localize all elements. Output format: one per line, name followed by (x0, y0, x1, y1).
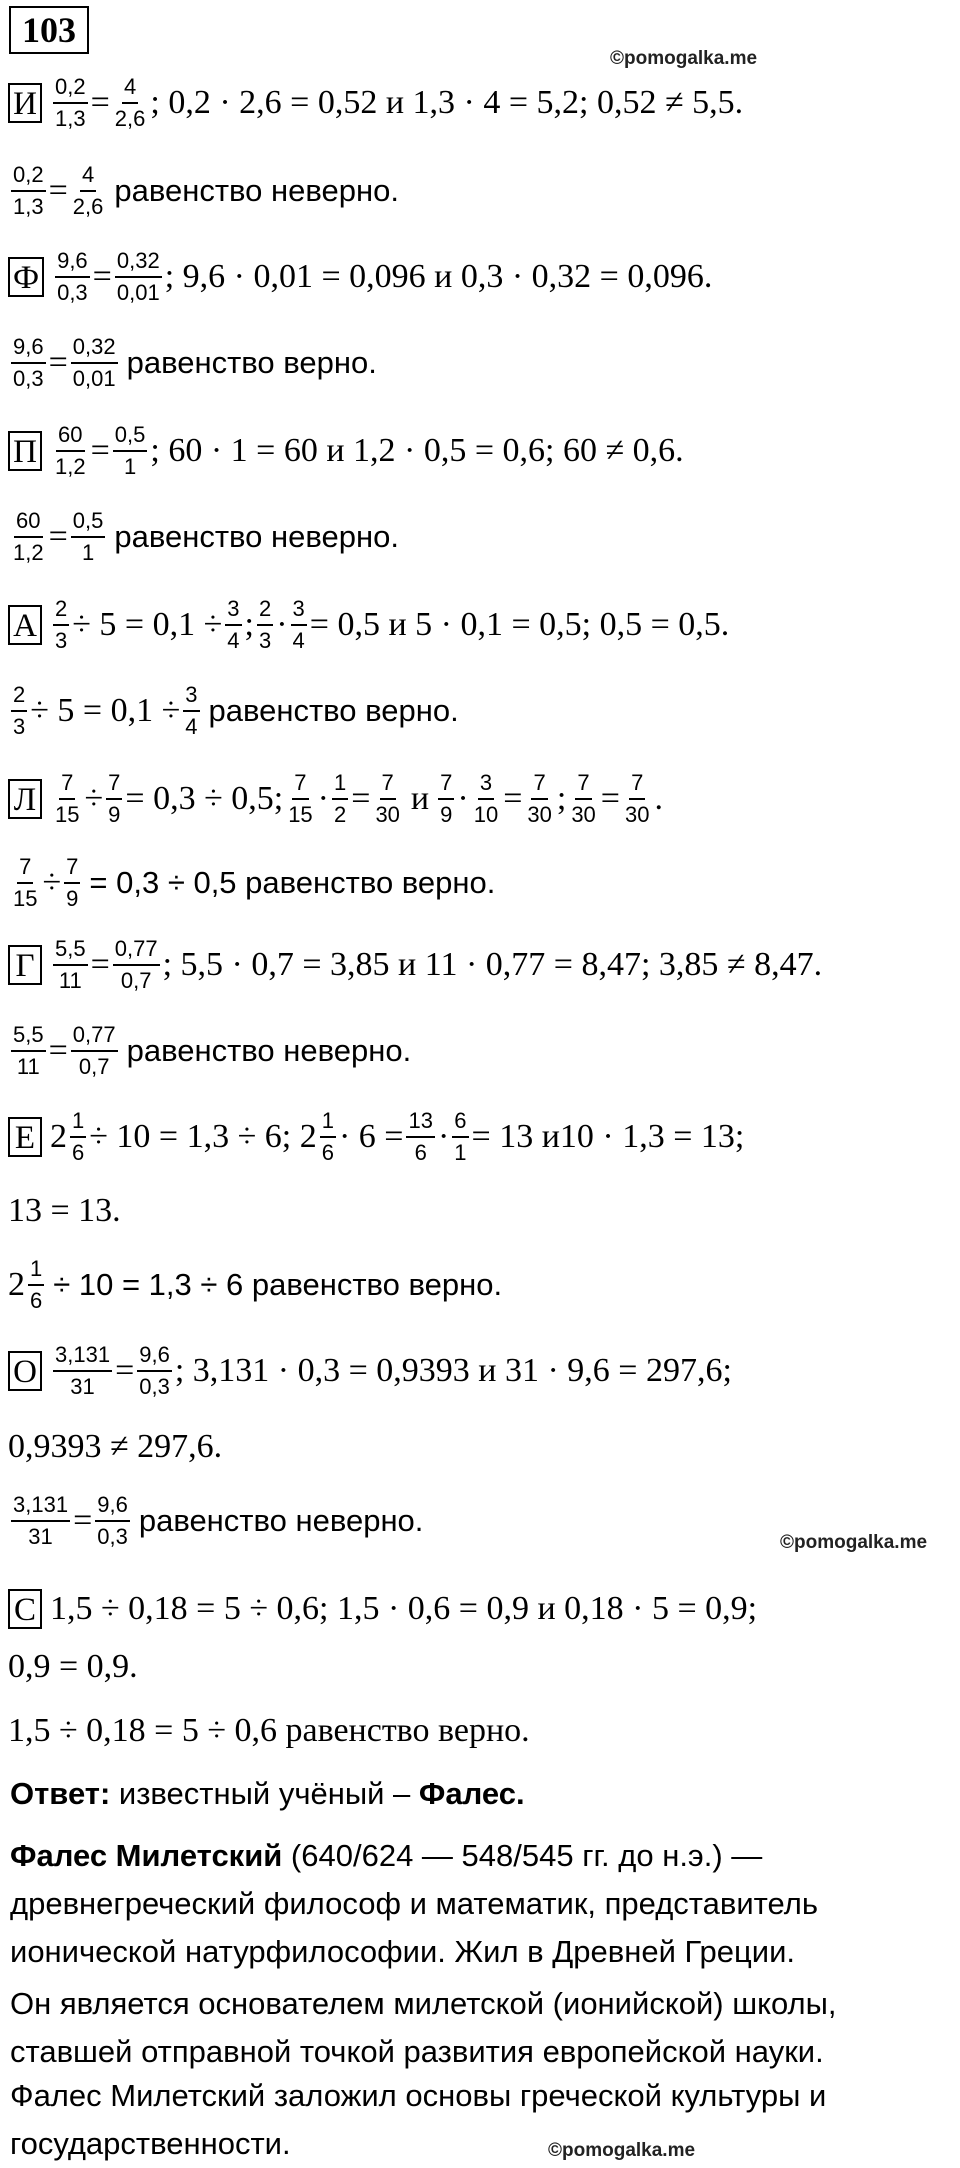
row-g-line2: $\frac{5,5}{11}$ = $\frac{0,77}{0,7}$ равенство неверно. (13, 1021, 412, 1079)
verdict: равенство верно. (126, 345, 377, 380)
verdict: = 0,3 ÷ 0,5 равенство верно. (89, 865, 496, 900)
row-a-line2: $\frac{2}{3}$ ÷ 5 = 0,1 ÷ $\frac{3}{4}$ равенство верно. (13, 681, 459, 739)
letter-box: Е (8, 1117, 42, 1157)
row-e-line1b: 13 = 13. (8, 1192, 121, 1229)
row-i-line1: И $\frac{0,2}{1,3}$ = $\frac{4}{2,6}$ ; 0,2 · 2,6 = 0,52 и 1,3 · 4 = 5,2; 0,52 ≠ 5,5. (8, 68, 743, 138)
fraction: $\frac{0,2}{1,3}$ (55, 73, 86, 131)
row-s-line2: 1,5 ÷ 0,18 = 5 ÷ 0,6 равенство верно. (8, 1712, 530, 1749)
bio-paragraph-1: Фалес Милетский (640/624 — 548/545 гг. до н.э.) — древнегреческий философ и математик, представитель ионической натурфилософии. Жил в Древней Греции. (10, 1838, 818, 1969)
row-p-line1: П $\frac{60}{1,2}$ = $\frac{0,5}{1}$ ; 60 · 1 = 60 и 1,2 · 0,5 = 0,6; 60 ≠ 0,6. (8, 416, 684, 486)
row-a-line1: А $\frac{2}{3}$ ÷ 5 = 0,1 ÷ $\frac{3}{4}$ ; $\frac{2}{3}$ · $\frac{3}{4}$ = 0,5 и 5 · 0,1 = 0,5; 0,5 = 0,5. (8, 590, 729, 660)
row-e-line1: Е 2 $\frac{1}{6}$ ÷ 10 = 1,3 ÷ 6; 2 $\frac{1}{6}$ · 6 = $\frac{13}{6}$ · $\frac{6}{1}$ = 13 и10 · 1,3 = 13; (8, 1102, 744, 1172)
letter-box: О (8, 1351, 42, 1391)
verdict: равенство неверно. (114, 173, 399, 208)
bio-paragraph-3: Фалес Милетский заложил основы греческой культуры и государственности. (10, 2078, 827, 2161)
problem-number: 103 (9, 6, 89, 54)
row-o-line1: О $\frac{3,131}{31}$ = $\frac{9,6}{0,3}$ ; 3,131 · 0,3 = 0,9393 и 31 · 9,6 = 297,6; (8, 1336, 732, 1406)
row-p-line2: $\frac{60}{1,2}$ = $\frac{0,5}{1}$ равенство неверно. (13, 507, 399, 565)
fraction: $\frac{4}{2,6}$ (114, 73, 146, 131)
row-f-line2: $\frac{9,6}{0,3}$ = $\frac{0,32}{0,01}$ равенство верно. (13, 333, 377, 391)
verdict: равенство верно. (208, 693, 459, 728)
row-s-line1b: 0,9 = 0,9. (8, 1648, 138, 1685)
letter-box: С (8, 1589, 42, 1629)
answer-name: Фалес. (418, 1776, 525, 1811)
verdict: равенство неверно. (114, 519, 399, 554)
row-g-line1: Г $\frac{5,5}{11}$ = $\frac{0,77}{0,7}$ ; 5,5 · 0,7 = 3,85 и 11 · 0,77 = 8,47; 3,85 ≠ 8,47. (8, 930, 822, 1000)
letter-box: П (8, 431, 42, 471)
row-l-line1: Л $\frac{7}{15}$ ÷ $\frac{7}{9}$ = 0,3 ÷ 0,5; $\frac{7}{15}$ · $\frac{1}{2}$ = $\frac{7}{30}$ и $\frac{7}{9}$ · $\frac{3}{10}$ = $\frac{7}{30}$ ; $\frac{7}{30}$ = $\frac{7}{30}$ . (8, 764, 663, 834)
watermark: ©pomogalka.me (780, 1532, 928, 1553)
row-s-line1: С 1,5 ÷ 0,18 = 5 ÷ 0,6; 1,5 · 0,6 = 0,9 и 0,18 · 5 = 0,9; (8, 1574, 757, 1644)
verdict: ÷ 10 = 1,3 ÷ 6 равенство верно. (53, 1267, 503, 1302)
row-o-line2: $\frac{3,131}{31}$ = $\frac{9,6}{0,3}$ равенство неверно. (13, 1491, 424, 1549)
letter-box: Л (8, 779, 42, 819)
letter-box: А (8, 605, 42, 645)
watermark: ©pomogalka.me (548, 2140, 696, 2161)
row-l-line2: $\frac{7}{15}$ ÷ $\frac{7}{9}$ = 0,3 ÷ 0,5 равенство верно. (13, 853, 496, 911)
verdict: равенство неверно. (126, 1033, 412, 1068)
bio-paragraph-2: Он является основателем милетской (ионийской) школы, ставшей отправной точкой развития европейской науки. (10, 1986, 837, 2069)
letter-box: И (8, 83, 42, 123)
answer: Ответ: известный учёный – Фалес. (10, 1776, 525, 1811)
letter-box: Ф (8, 257, 44, 297)
row-i-line2: $\frac{0,2}{1,3}$ = $\frac{4}{2,6}$ равенство неверно. (13, 161, 399, 219)
answer-label: Ответ: (10, 1776, 111, 1811)
watermark: ©pomogalka.me (610, 48, 758, 69)
row-e-line2: 2 $\frac{1}{6}$ ÷ 10 = 1,3 ÷ 6 равенство верно. (8, 1255, 503, 1313)
verdict: равенство неверно. (138, 1503, 424, 1538)
row-o-line1b: 0,9393 ≠ 297,6. (8, 1428, 223, 1465)
bio-name: Фалес Милетский (10, 1838, 283, 1873)
row-f-line1: Ф $\frac{9,6}{0,3}$ = $\frac{0,32}{0,01}$ ; 9,6 · 0,01 = 0,096 и 0,3 · 0,32 = 0,096. (8, 242, 712, 312)
letter-box: Г (8, 945, 42, 985)
